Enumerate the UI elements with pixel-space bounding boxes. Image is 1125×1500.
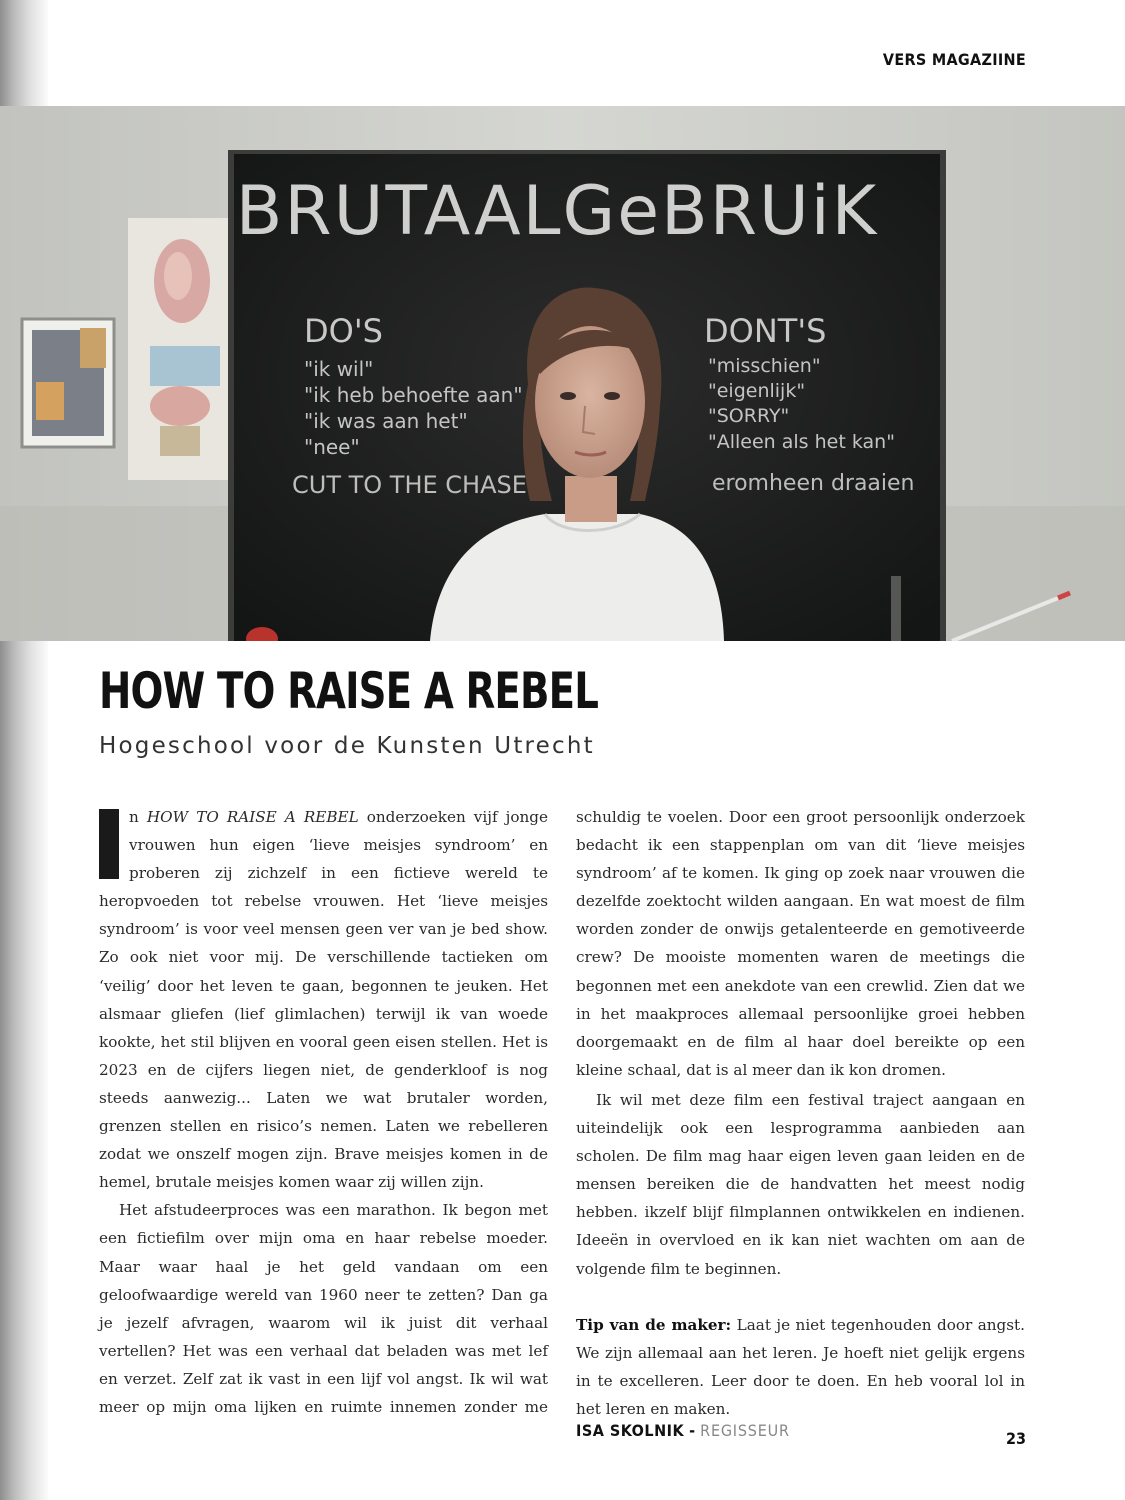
donts-item-2: "eigenlijk" bbox=[708, 380, 806, 402]
donts-heading: DONT'S bbox=[704, 312, 827, 350]
article-column-left bbox=[99, 803, 548, 1421]
drop-cap-block bbox=[99, 809, 119, 879]
maker-tip bbox=[576, 1311, 1025, 1423]
dos-item-1: "ik wil" bbox=[304, 357, 374, 381]
masthead: VERS MAGAZIINE bbox=[882, 50, 1026, 69]
donts-item-4: "Alleen als het kan" bbox=[708, 431, 895, 453]
donts-item-5: eromheen draaien bbox=[712, 471, 915, 496]
author-role: REGISSEUR bbox=[700, 1421, 790, 1440]
byline-separator: - bbox=[684, 1421, 701, 1440]
paragraph-process: Het afstudeerproces was een marathon. Ik begon met een fictiefilm over mijn oma en haar rebelse moeder. Maar waar haal je het geld vandaan om een geloofwaardige wereld van 1960 neer te zetten? Dan ga je jezelf afvragen, waarom wil ik juist dit verhaal vertellen? Het was een verhaal dat beladen was met lef en verzet. Zelf zat ik vast in een lijf vol angst. Ik wil wat meer op mijn oma lijken en ruimte innemen zonder me bbox=[99, 1201, 548, 1416]
board-title: BRUTAALGeBRUiK bbox=[235, 172, 879, 251]
dos-item-5: CUT TO THE CHASE bbox=[292, 471, 527, 499]
donts-item-3: "SORRY" bbox=[708, 405, 790, 427]
article-column-right bbox=[576, 803, 1025, 1423]
hero-photo bbox=[0, 106, 1125, 641]
byline bbox=[576, 1421, 790, 1440]
dos-item-2: "ik heb behoefte aan" bbox=[304, 383, 523, 407]
classroom-photo bbox=[0, 106, 1125, 641]
film-title-italic: HOW TO RAISE A REBEL bbox=[146, 808, 359, 826]
tip-text: Laat je niet tegenhouden door angst. We zijn allemaal aan het leren. Je hoeft niet gelijk ergens in te excelleren. Leer door te doen. En heb vooral lol in het leren en maken. bbox=[576, 1315, 1025, 1418]
page-number: 23 bbox=[1005, 1429, 1026, 1448]
framed-picture bbox=[22, 319, 114, 447]
dos-item-3: "ik was aan het" bbox=[304, 409, 468, 433]
article-title: HOW TO RAISE A REBEL bbox=[99, 662, 599, 720]
dos-item-4: "nee" bbox=[304, 435, 360, 459]
paragraph-future: Ik wil met deze film een festival traject aangaan en uiteindelijk ook een lesprogramma aanbieden aan scholen. De film mag haar eigen leven gaan leiden en de mensen bereiken die de handvatten het meest nodig hebben. ikzelf blijf filmplannen ontwikkelen en indienen. Ideeën in overvloed en ik kan niet wachten om aan de volgende film te beginnen. bbox=[576, 1090, 1025, 1278]
intro-lead: n bbox=[129, 808, 147, 826]
anatomy-poster bbox=[128, 218, 230, 480]
article-subtitle: Hogeschool voor de Kunsten Utrecht bbox=[99, 733, 595, 759]
author-name: ISA SKOLNIK bbox=[576, 1421, 685, 1440]
paragraph-process-continued: schuldig te voelen. Door een groot persoonlijk onderzoek bedacht ik een stappenplan om van dit ‘lieve meisjes syndroom’ af te komen. Ik ging op zoek naar vrouwen die dezelfde zoektocht wilden aangaan. En wat moest de film worden zonder de onwijs getalenteerde en gemotiveerde crew? De mooiste momenten waren de meetings die begonnen met een anekdote van een crewlid. Zien dat we in het maakproces allemaal persoonlijke groei hebben doorgemaakt en de film al haar doel bereikte op een kleine schaal, dat is al meer dan ik kon dromen. bbox=[576, 808, 1025, 1079]
dos-heading: DO'S bbox=[304, 312, 383, 350]
donts-item-1: "misschien" bbox=[708, 355, 821, 377]
paragraph-intro bbox=[99, 803, 548, 1196]
intro-text: onderzoeken vijf jonge vrouwen hun eigen ‘lieve meisjes syndroom’ en proberen zij zichzelf in een fictieve wereld te heropvoeden tot rebelse vrouwen. Het ‘lieve meisjes syndroom’ is voor veel mensen geen ver van je bed show. Zo ook niet voor mij. De verschillende tactieken om ‘veilig’ door het leven te gaan, begonnen te jeuken. Het alsmaar gliefen (lief glimlachen) terwijl ik van woede kookte, het stil blijven en vooral geen eisen stellen. Het is 2023 en de cijfers liegen niet, de genderkloof is nog steeds aanwezig... Laten we wat brutaler worden, grenzen stellen en risico’s nemen. Laten we rebelleren zodat we onszelf mogen zijn. Brave meisjes komen in de hemel, brutale meisjes komen waar zij willen zijn. bbox=[99, 808, 548, 1192]
tip-label: Tip van de maker: bbox=[576, 1315, 732, 1334]
